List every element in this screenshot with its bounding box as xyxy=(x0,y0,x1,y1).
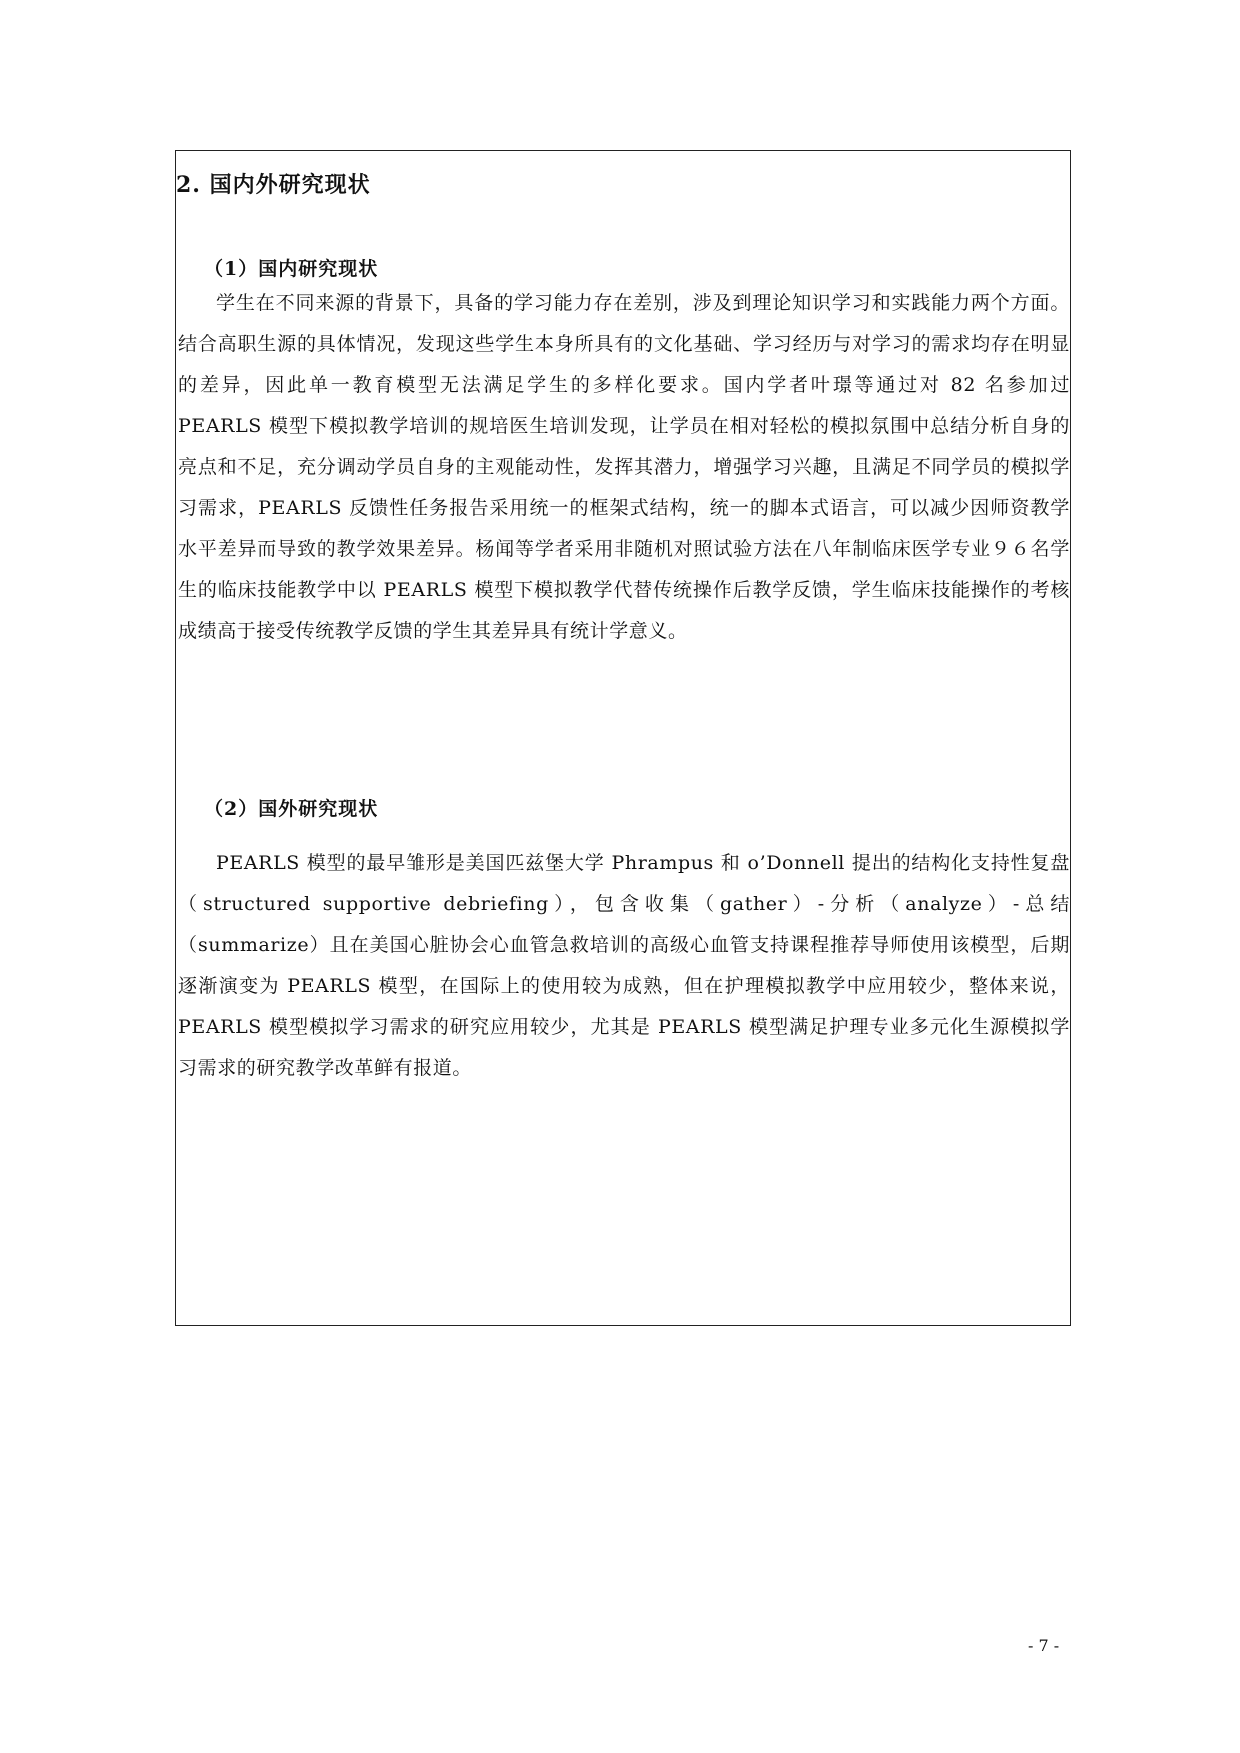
domestic-research-title: （1）国内研究现状 xyxy=(204,258,379,280)
domestic-research-paragraph: 学生在不同来源的背景下，具备的学习能力存在差别，涉及到理论知识学习和实践能力两个方面。结合高职生源的具体情况，发现这些学生本身所具有的文化基础、学习经历与对学习的需求均存在明显的差异，因此单一教育模型无法满足学生的多样化要求。国内学者叶璟等通过对 82 名参加过 PEARLS 模型下模拟教学培训的规培医生培训发现，让学员在相对轻松的模拟氛围中总结分析自身的亮点和不足，充分调动学员自身的主观能动性，发挥其潜力，增强学习兴趣，且满足不同学员的模拟学习需求，PEARLS 反馈性任务报告采用统一的框架式结构，统一的脚本式语言，可以减少因师资教学水平差异而导致的教学效果差异。杨闻等学者采用非随机对照试验方法在八年制临床医学专业９６名学生的临床技能教学中以 PEARLS 模型下模拟教学代替传统操作后教学反馈，学生临床技能操作的考核成绩高于接受传统教学反馈的学生其差异具有统计学意义。 xyxy=(178,292,1070,642)
foreign-research-title: （2）国外研究现状 xyxy=(204,798,379,820)
foreign-research-paragraph: PEARLS 模型的最早雏形是美国匹兹堡大学 Phrampus 和 o’Donnell 提出的结构化支持性复盘（structured supportive debriefing），包含收集（gather）-分析（analyze）-总结（summarize）且在美国心脏协会心血管急救培训的高级心血管支持课程推荐导师使用该模型，后期逐渐演变为 PEARLS 模型，在国际上的使用较为成熟，但在护理模拟教学中应用较少，整体来说，PEARLS 模型模拟学习需求的研究应用较少，尤其是 PEARLS 模型满足护理专业多元化生源模拟学习需求的研究教学改革鲜有报道。 xyxy=(178,852,1070,1079)
section-heading: 2. 国内外研究现状 xyxy=(176,172,371,198)
page-number: - 7 - xyxy=(1028,1636,1060,1655)
